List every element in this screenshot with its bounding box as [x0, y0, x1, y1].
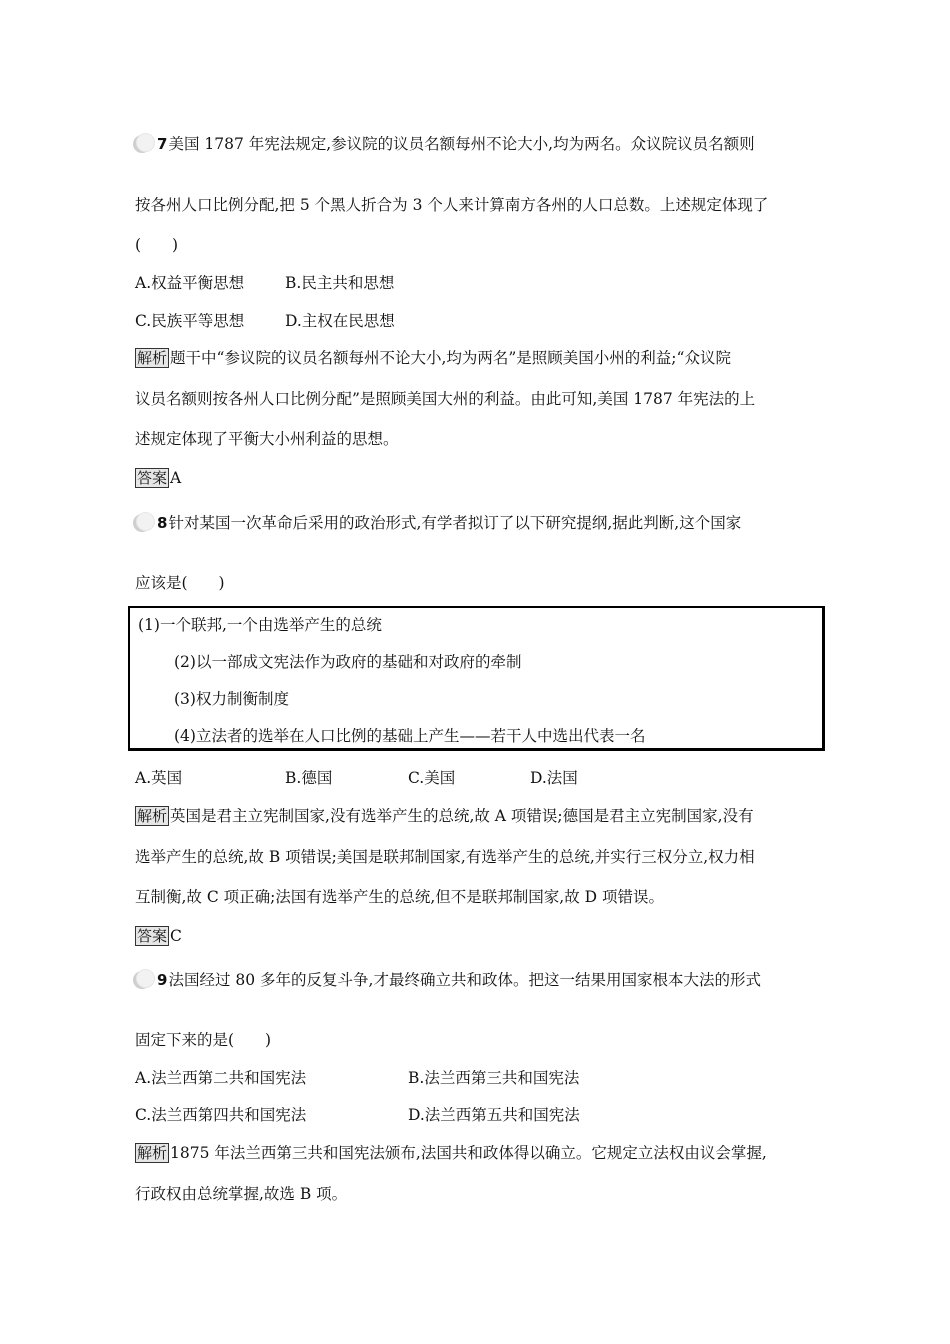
q7-option-a: A.权益平衡思想: [135, 274, 245, 292]
q9-analysis-line1: [135, 1143, 767, 1163]
q9-option-d: D.法兰西第五共和国宪法: [408, 1106, 580, 1124]
q8-option-a: A.英国: [135, 769, 183, 787]
q9-analysis-tag: 解析: [137, 1144, 168, 1162]
q7-answer: A: [170, 469, 182, 487]
q7-analysis-line2: 议员名额则按各州人口比例分配”是照顾美国大州的利益。由此可知,美国 1787 年宪法的上: [135, 390, 756, 408]
q9-option-c: C.法兰西第四共和国宪法: [135, 1106, 307, 1124]
q7-stem-line3: ( ): [135, 236, 179, 254]
q7-analysis-tag: 解析: [137, 349, 168, 367]
q7-answer-line: [135, 468, 181, 488]
q8-stem-text1: 针对某国一次革命后采用的政治形式,有学者拟订了以下研究提纲,据此判断,这个国家: [168, 514, 742, 532]
q8-analysis-line2: 选举产生的总统,故 B 项错误;美国是联邦制国家,有选举产生的总统,并实行三权分立,权力相: [135, 848, 755, 866]
q7-analysis-line3: 述规定体现了平衡大小州利益的思想。: [135, 430, 399, 448]
question-marker-icon: [133, 512, 155, 534]
q7-option-b: B.民主共和思想: [285, 274, 395, 292]
q8-outline-item-3: (3)权力制衡制度: [174, 690, 289, 708]
q8-answer: C: [170, 927, 182, 945]
q8-outline-item-4: (4)立法者的选举在人口比例的基础上产生——若干人中选出代表一名: [174, 727, 646, 745]
question-marker-icon: [133, 969, 155, 991]
q8-analysis-line1: [135, 806, 754, 826]
q8-stem-line2: 应该是( ): [135, 574, 225, 592]
q8-option-c: C.美国: [408, 769, 456, 787]
q9-stem-line2: 固定下来的是( ): [135, 1031, 272, 1049]
q8-analysis-line3: 互制衡,故 C 项正确;法国有选举产生的总统,但不是联邦制国家,故 D 项错误。: [135, 888, 665, 906]
q7-stem-line2: 按各州人口比例分配,把 5 个黑人折合为 3 个人来计算南方各州的人口总数。上述规定体现了: [135, 196, 769, 214]
q8-analysis-text1: 英国是君主立宪制国家,没有选举产生的总统,故 A 项错误;德国是君主立宪制国家,没有: [170, 807, 754, 825]
q7-analysis-text1: 题干中“参议院的议员名额每州不论大小,均为两名”是照顾美国小州的利益;“众议院: [170, 349, 731, 367]
q8-stem-line1: [135, 512, 741, 534]
q7-analysis-line1: [135, 348, 731, 368]
q9-option-a: A.法兰西第二共和国宪法: [135, 1069, 307, 1087]
q7-option-c: C.民族平等思想: [135, 312, 245, 330]
q9-stem-line1: [135, 969, 761, 991]
q8-outline-item-2: (2)以一部成文宪法作为政府的基础和对政府的牵制: [174, 653, 522, 671]
q7-stem-line1: [135, 133, 755, 155]
q8-option-d: D.法国: [530, 769, 578, 787]
q9-analysis-text1: 1875 年法兰西第三共和国宪法颁布,法国共和政体得以确立。它规定立法权由议会掌握,: [170, 1144, 767, 1162]
q9-analysis-line2: 行政权由总统掌握,故选 B 项。: [135, 1185, 348, 1203]
q7-number: 7: [157, 135, 168, 153]
q7-option-d: D.主权在民思想: [285, 312, 395, 330]
q8-number: 8: [157, 514, 168, 532]
q7-stem-text1: 美国 1787 年宪法规定,参议院的议员名额每州不论大小,均为两名。众议院议员名额则: [168, 135, 755, 153]
q9-option-b: B.法兰西第三共和国宪法: [408, 1069, 580, 1087]
q7-answer-tag: 答案: [137, 469, 168, 487]
q8-outline-item-1: (1)一个联邦,一个由选举产生的总统: [138, 616, 382, 634]
question-marker-icon: [133, 133, 155, 155]
q9-stem-text1: 法国经过 80 多年的反复斗争,才最终确立共和政体。把这一结果用国家根本大法的形式: [168, 971, 761, 989]
q8-answer-line: [135, 926, 182, 946]
q8-outline-box: [128, 606, 825, 751]
q9-number: 9: [157, 971, 168, 989]
q8-analysis-tag: 解析: [137, 807, 168, 825]
q8-option-b: B.德国: [285, 769, 333, 787]
q8-answer-tag: 答案: [137, 927, 168, 945]
